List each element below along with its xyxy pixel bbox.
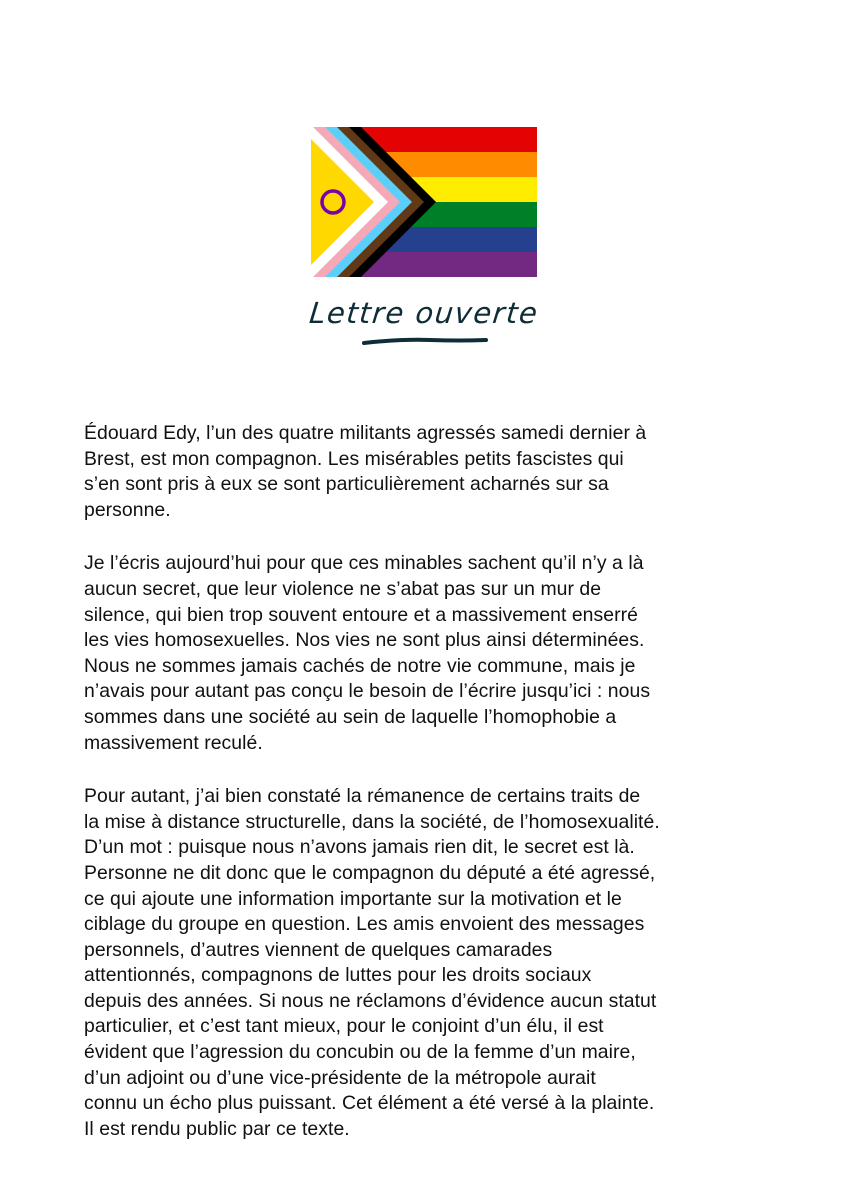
text-line: Pour autant, j’ai bien constaté la rémanence de certains traits de [84, 785, 641, 808]
text-line: Nous ne sommes jamais cachés de notre vie commune, mais je [84, 654, 636, 677]
letter-paragraph-3 [84, 784, 764, 1142]
text-line: Personne ne dit donc que le compagnon du député a été agressé, [84, 861, 656, 884]
progress-pride-flag-icon [311, 127, 537, 277]
text-line: ciblage du groupe en question. Les amis envoient des messages [84, 913, 645, 936]
text-line: évident que l’agression du concubin ou de la femme d’un maire, [84, 1041, 636, 1064]
text-line: depuis des années. Si nous ne réclamons d’évidence aucun statut [84, 989, 657, 1012]
letter-paragraph-1 [84, 421, 764, 523]
text-line: Il est rendu public par ce texte. [84, 1117, 350, 1140]
text-line: ce qui ajoute une information importante sur la motivation et le [84, 887, 622, 910]
text-line: d’un adjoint ou d’une vice-présidente de la métropole aurait [84, 1066, 596, 1089]
text-line: massivement reculé. [84, 731, 263, 754]
text-line: n’avais pour autant pas conçu le besoin de l’écrire jusqu’ici : nous [84, 680, 651, 703]
text-line: particulier, et c’est tant mieux, pour le conjoint d’un élu, il est [84, 1015, 604, 1038]
page-title: Lettre ouverte [307, 296, 541, 330]
letter-paragraph-2 [84, 551, 764, 756]
text-line: Brest, est mon compagnon. Les misérables petits fascistes qui [84, 447, 624, 470]
text-line: sommes dans une société au sein de laquelle l’homophobie a [84, 705, 617, 728]
text-line: aucun secret, que leur violence ne s’abat pas sur un mur de [84, 577, 602, 600]
text-line: personne. [84, 498, 171, 521]
text-line: s’en sont pris à eux se sont particulièrement acharnés sur sa [84, 473, 609, 496]
text-line: Édouard Edy, l’un des quatre militants agressés samedi dernier à [84, 422, 647, 444]
text-line: personnels, d’autres viennent de quelques camarades [84, 938, 553, 961]
letter-body [84, 421, 764, 1170]
text-line: attentionnés, compagnons de luttes pour les droits sociaux [84, 964, 592, 987]
text-line: la mise à distance structurelle, dans la société, de l’homosexualité. [84, 810, 660, 833]
text-line: les vies homosexuelles. Nos vies ne sont plus ainsi déterminées. [84, 629, 645, 652]
text-line: silence, qui bien trop souvent entoure et a massivement enserré [84, 603, 638, 626]
text-line: Je l’écris aujourd’hui pour que ces minables sachent qu’il n’y a là [84, 552, 644, 575]
text-line: D’un mot : puisque nous n’avons jamais rien dit, le secret est là. [84, 836, 635, 859]
title-underline-decoration [360, 334, 490, 348]
text-line: connu un écho plus puissant. Cet élément a été versé à la plainte. [84, 1092, 655, 1115]
